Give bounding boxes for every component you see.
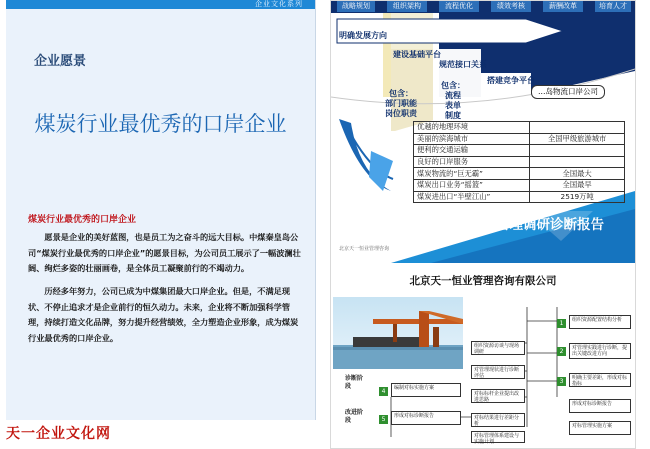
phase-label-diagnosis: 诊断阶段 <box>345 375 364 390</box>
label-dev-direction: 明确发展方向 <box>339 31 387 40</box>
flow-right-4: 形成对标诊断报告 <box>569 399 631 413</box>
left-page <box>6 0 316 420</box>
table-row <box>414 156 625 168</box>
phase-box-process: 流程优化 <box>439 1 479 12</box>
label-compete: 搭建竞争平台 <box>487 76 535 85</box>
label-base-platform: 建设基础平台 <box>393 50 441 59</box>
flow-step-4: 编制对标实施方案 <box>391 383 461 397</box>
include-b-title: 包含： <box>441 81 465 90</box>
cover-logo-text: 北京天一恒业管理咨询 <box>339 246 390 252</box>
paragraph-1: 愿景是企业的美好蓝图，也是员工为之奋斗的远大目标。中煤秦皇岛公司“煤炭行业最优秀的口岸企业”的愿景目标，为公司员工展示了一幅波澜壮阔、绚烂多姿的壮丽画卷，是全体员工凝聚前行的不竭动力。 <box>28 232 301 273</box>
table-cell-note <box>530 145 625 157</box>
site-watermark: 天一企业文化网 <box>6 426 111 442</box>
flow-right-3: 明确主要差距，形成对标指标 <box>569 373 631 387</box>
flow-number-2: 2 <box>557 347 566 356</box>
phase-box-performance: 绩效考核 <box>491 1 531 12</box>
phase-label-improve: 改进阶段 <box>345 409 364 424</box>
table-row <box>414 191 625 203</box>
phase-box-salary: 薪酬改革 <box>543 1 583 12</box>
table-cell-note <box>530 122 625 134</box>
topbar-series-label: 企业文化系列 <box>255 0 303 8</box>
flow-number-3: 3 <box>557 377 566 386</box>
label-standardize: 规范接口关系 <box>439 60 487 69</box>
include-block-b <box>441 81 465 121</box>
table-cell-note: 全国最早 <box>530 179 625 191</box>
table-cell-item: 优越的地理环境 <box>414 122 530 134</box>
table-row <box>414 168 625 180</box>
include-b-item-2: 表单 <box>445 101 461 110</box>
flow-step-2: 对管理现状进行诊断评估 <box>471 365 525 379</box>
main-slogan: 煤炭行业最优秀的口岸企业 <box>34 112 287 136</box>
sub-heading: 煤炭行业最优秀的口岸企业 <box>28 215 137 225</box>
phase-box-org: 组织架构 <box>387 1 427 12</box>
include-a-title: 包含： <box>389 89 413 98</box>
report-cover <box>331 1 635 263</box>
logistics-company-label: …岛物流口岸公司 <box>531 85 605 99</box>
phase-box-strategy: 战略规划 <box>337 1 375 12</box>
phase-box-talent: 培育人才 <box>595 1 631 12</box>
flow-bottom-3: 对标管理实施方案 <box>569 421 631 435</box>
paragraph-2: 历经多年努力，公司已成为中煤集团最大口岸企业。但是，不满足现状、不停止追求才是企业前行的恒久动力。未来，企业将不断加强科学管理，持续打造文化品牌，努力提升经营绩效，全力塑造企业形象，成为煤炭行业最优秀的口岸企业。 <box>28 286 299 343</box>
include-a-item-1: 部门职能 <box>385 99 417 108</box>
table-row <box>414 145 625 157</box>
table-cell-note: 全国甲级旅游城市 <box>530 133 625 145</box>
report-document <box>330 0 636 449</box>
vision-heading: 企业愿景 <box>34 54 87 69</box>
include-b-item-3: 制度 <box>445 111 461 120</box>
flow-step-1: 组织资源访谈与现场调研 <box>471 341 525 355</box>
cover-title: …标管理调研诊断报告 <box>469 217 604 233</box>
table-cell-note <box>530 156 625 168</box>
flow-right-2: 对管理实践进行诊断，提出关键改进方向 <box>569 343 631 359</box>
table-cell-item: 煤炭物流的“巨无霸” <box>414 168 530 180</box>
flow-bottom-1: 对标结果进行差距分析 <box>471 413 525 427</box>
flow-number-1: 1 <box>557 319 566 328</box>
flow-number-5: 5 <box>379 415 388 424</box>
table-cell-item: 美丽的滨海城市 <box>414 133 530 145</box>
include-b-item-1: 流程 <box>445 91 461 100</box>
left-topbar <box>6 0 315 9</box>
flow-step-5: 形成对标诊断报告 <box>391 411 461 425</box>
advantage-table <box>413 121 625 203</box>
include-a-item-2: 岗位职责 <box>385 109 417 118</box>
table-row <box>414 179 625 191</box>
flow-number-4: 4 <box>379 387 388 396</box>
table-cell-item: 良好的口岸服务 <box>414 156 530 168</box>
table-cell-item: 煤炭出口业务“摇篮” <box>414 179 530 191</box>
flow-step-3: 对标标杆企业提出改进思路 <box>471 389 525 403</box>
company-name: 北京天一恒业管理咨询有限公司 <box>409 275 557 287</box>
table-cell-item: 便利的交通运输 <box>414 145 530 157</box>
include-block-a <box>385 89 417 119</box>
table-row <box>414 133 625 145</box>
flow-right-1: 组织资源配置结构分析 <box>569 315 631 329</box>
table-row <box>414 122 625 134</box>
table-cell-note: 2519万吨 <box>530 191 625 203</box>
table-cell-item: 煤炭进出口“半壁江山” <box>414 191 530 203</box>
flow-bottom-2: 对标管理体系建设与实施计划 <box>471 431 525 443</box>
table-cell-note: 全国最大 <box>530 168 625 180</box>
